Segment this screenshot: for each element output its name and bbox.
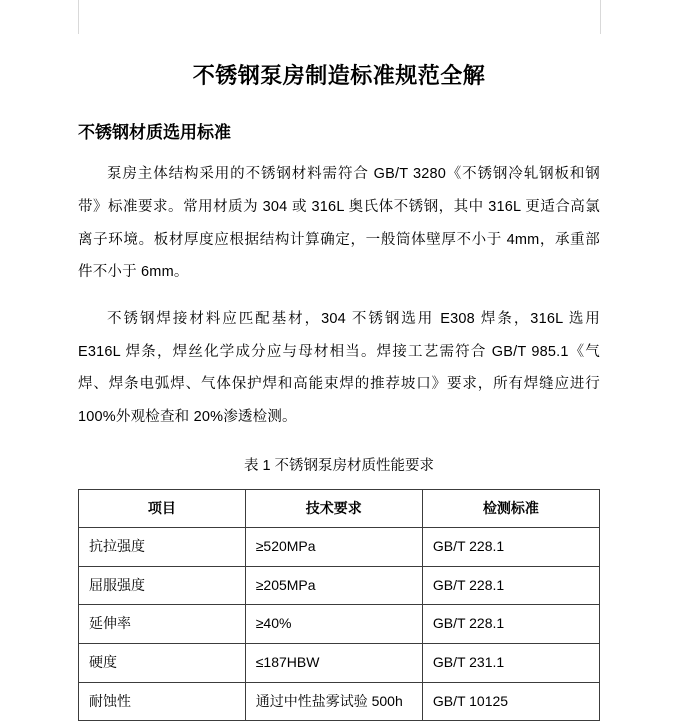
table-cell: GB/T 228.1 (422, 566, 599, 605)
table-cell: GB/T 231.1 (422, 643, 599, 682)
right-margin-guide (600, 0, 601, 34)
page-title: 不锈钢泵房制造标准规范全解 (192, 63, 486, 88)
table-cell: ≤187HBW (245, 643, 422, 682)
table-cell: ≥40% (245, 605, 422, 644)
section-heading: 不锈钢材质选用标准 (78, 122, 231, 142)
table-cell: GB/T 228.1 (422, 605, 599, 644)
table-cell: 屈服强度 (79, 566, 246, 605)
table-row (79, 566, 600, 605)
table-cell: ≥520MPa (245, 528, 422, 567)
table-cell: 延伸率 (79, 605, 246, 644)
table-cell: 硬度 (79, 643, 246, 682)
table-header-cell: 项目 (79, 489, 246, 528)
table-row (79, 682, 600, 721)
paragraph-material-standard: 泵房主体结构采用的不锈钢材料需符合 GB/T 3280《不锈钢冷轧钢板和钢带》标准要求。常用材质为 304 或 316L 奥氏体不锈钢，其中 316L 更适合高氯离子环境。板材厚度应根据结构计算确定，一般筒体壁厚不小于 4mm，承重部件不小于 6mm。 (78, 166, 600, 281)
table-cell: 通过中性盐雾试验 500h (245, 682, 422, 721)
table-cell: 抗拉强度 (79, 528, 246, 567)
table-header-cell: 技术要求 (245, 489, 422, 528)
table-caption: 表 1 不锈钢泵房材质性能要求 (243, 458, 435, 475)
table-cell: GB/T 228.1 (422, 528, 599, 567)
table-header-row (79, 489, 600, 528)
table-header-cell: 检测标准 (422, 489, 599, 528)
table-cell: 耐蚀性 (79, 682, 246, 721)
left-margin-guide (78, 0, 79, 34)
table-row (79, 605, 600, 644)
table-row (79, 528, 600, 567)
material-performance-table (78, 489, 600, 721)
table-cell: ≥205MPa (245, 566, 422, 605)
table-row (79, 643, 600, 682)
paragraph-welding-standard: 不锈钢焊接材料应匹配基材，304 不锈钢选用 E308 焊条，316L 选用 E316L 焊条，焊丝化学成分应与母材相当。焊接工艺需符合 GB/T 985.1《气焊、焊条电弧焊、气体保护焊和高能束焊的推荐坡口》要求，所有焊缝应进行 100%外观检查和 20%渗透检测。 (78, 310, 600, 425)
table-cell: GB/T 10125 (422, 682, 599, 721)
